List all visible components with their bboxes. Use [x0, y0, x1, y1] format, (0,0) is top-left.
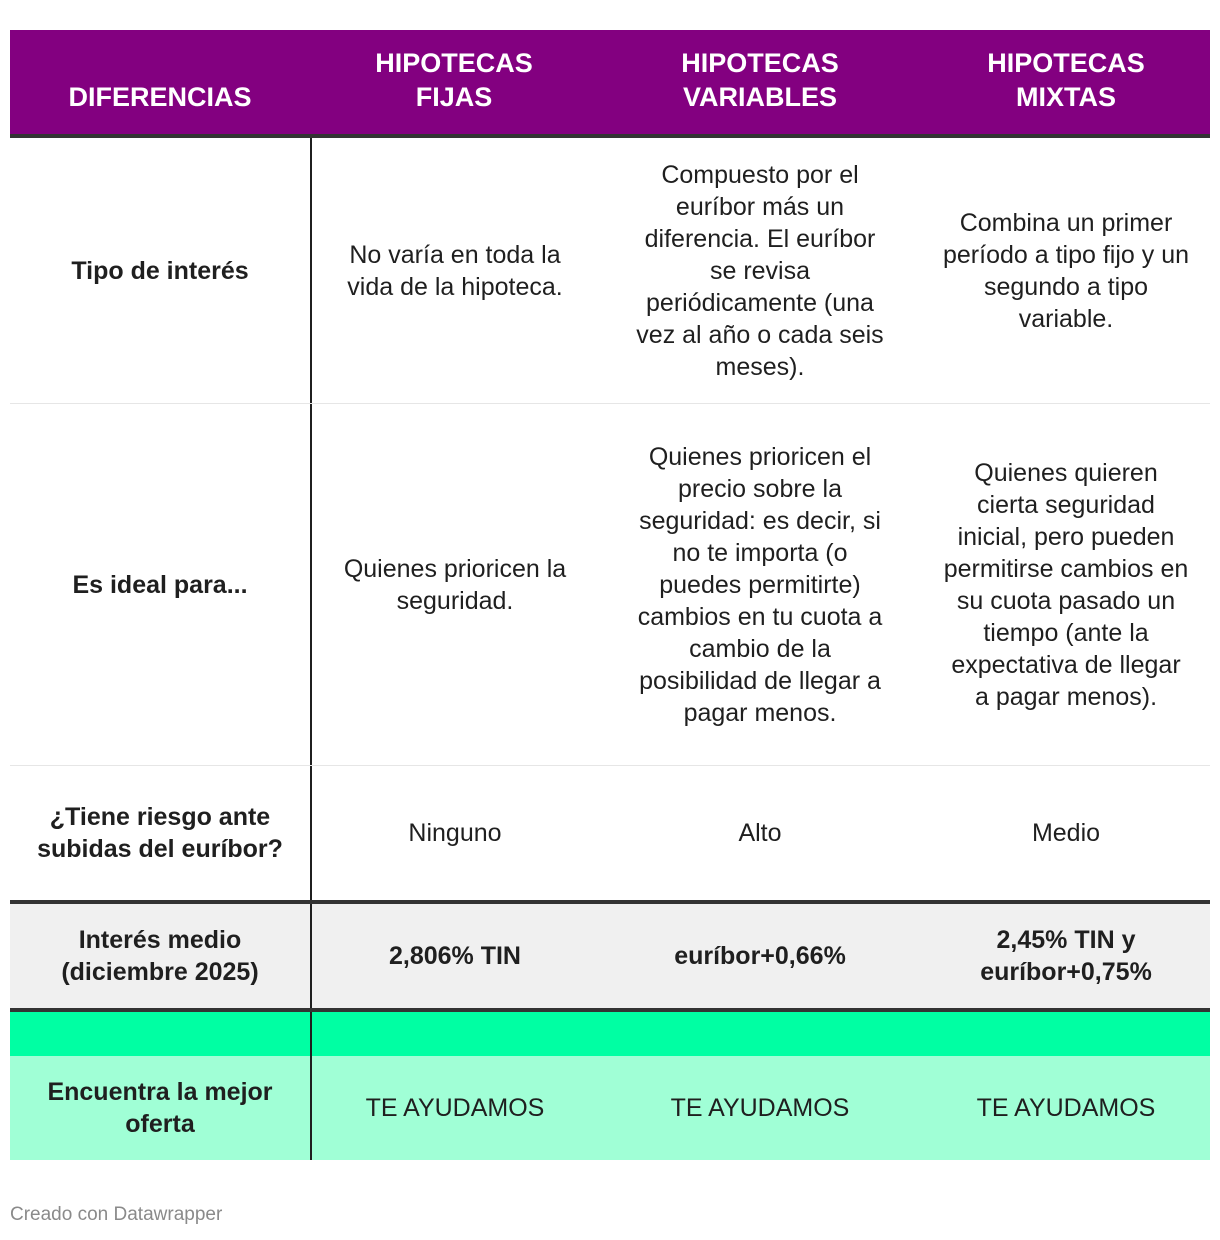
cta-link-fixed[interactable]: TE AYUDAMOS [310, 1056, 598, 1160]
table-row [10, 1056, 1210, 1160]
cell-text: Quienes prioricen la seguridad. [343, 554, 567, 615]
header-variable [598, 30, 922, 134]
highlight-bar [10, 1012, 1210, 1056]
cell-mixed [922, 404, 1210, 765]
cell-variable [598, 138, 922, 403]
header-mixed-label: HIPOTECAS MIXTAS [987, 48, 1145, 112]
row-label: Es ideal para... [72, 570, 248, 599]
cell-fixed [310, 404, 598, 765]
header-differences [10, 30, 310, 134]
table-row [10, 404, 1210, 766]
cell-fixed [310, 138, 598, 403]
highlight-bar-cell [922, 1012, 1210, 1056]
cell-mixed [922, 904, 1210, 1008]
table-row [10, 138, 1210, 404]
row-label [10, 1056, 310, 1160]
cell-mixed: Medio [1031, 819, 1101, 847]
row-label: Tipo de interés [71, 256, 249, 285]
row-label [10, 904, 310, 1008]
cell-variable: Alto [738, 819, 782, 847]
cell-variable: euríbor+0,66% [674, 942, 846, 970]
cell-variable [598, 404, 922, 765]
header-variable-label: HIPOTECAS VARIABLES [681, 48, 839, 112]
cell-text: Quienes quieren cierta seguridad inicial, pero pueden permitirse cambios en su cuota pasado un tiempo (ante la expectativa de llegar a pagar menos). [943, 458, 1189, 711]
comparison-table [10, 30, 1210, 1160]
header-fixed [310, 30, 598, 134]
table-row [10, 904, 1210, 1012]
cell-text: Compuesto por el euríbor más un diferencia. El euríbor se revisa periódicamente (una vez al año o cada seis meses). [636, 160, 884, 381]
highlight-bar-cell [598, 1012, 922, 1056]
table-row [10, 766, 1210, 904]
cta-link-variable[interactable]: TE AYUDAMOS [670, 1094, 850, 1122]
row-label-text: Encuentra la mejor oferta [47, 1078, 273, 1138]
highlight-bar-cell [10, 1012, 310, 1056]
highlight-bar-cell [310, 1012, 598, 1056]
header-mixed [922, 30, 1210, 134]
header-fixed-label: HIPOTECAS FIJAS [375, 48, 533, 112]
header-differences-label: DIFERENCIAS [68, 82, 252, 112]
cell-mixed [922, 138, 1210, 403]
cell-text: No varía en toda la vida de la hipoteca. [347, 240, 563, 301]
cell-text: Quienes prioricen el precio sobre la seguridad: es decir, si no te importa (o puedes permitirte) cambios en tu cuota a cambio de la posibilidad de llegar a pagar menos. [637, 442, 883, 727]
cell-fixed: Ninguno [310, 766, 598, 900]
cta-link-mixed[interactable]: TE AYUDAMOS [976, 1094, 1156, 1122]
footer-credit[interactable]: Creado con Datawrapper [10, 1204, 223, 1225]
row-label-text: Interés medio (diciembre 2025) [61, 926, 259, 986]
row-label-text: ¿Tiene riesgo ante subidas del euríbor? [37, 803, 283, 863]
cell-fixed: 2,806% TIN [310, 904, 598, 1008]
cell-text: Combina un primer período a tipo fijo y un segundo a tipo variable. [943, 208, 1189, 333]
cell-text: 2,45% TIN y euríbor+0,75% [980, 926, 1152, 986]
table-header [10, 30, 1210, 138]
row-label [10, 766, 310, 900]
